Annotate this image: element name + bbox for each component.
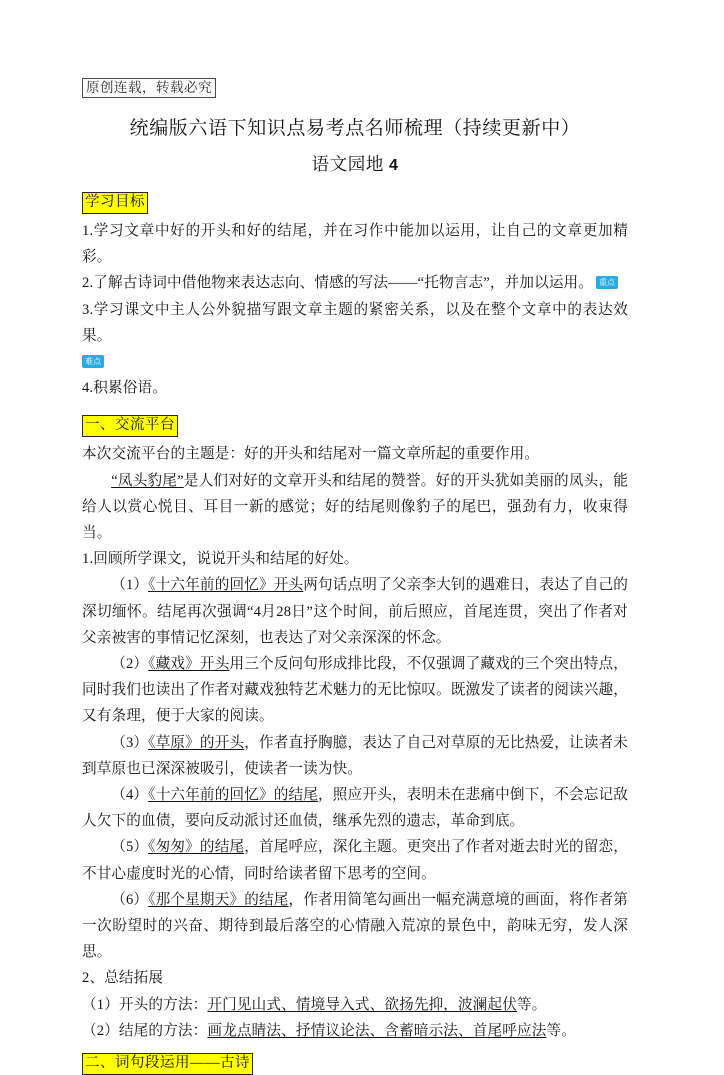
item-underline: 《十六年前的回忆》的结尾 [148, 787, 319, 804]
key-point-badge: 重点 [596, 276, 618, 289]
objective-item-3 [82, 297, 628, 349]
document-title: 统编版六语下知识点易考点名师梳理（持续更新中） [129, 118, 581, 139]
summary-item [82, 992, 628, 1018]
item-underline: 《十六年前的回忆》开头 [148, 577, 304, 594]
list-item [82, 887, 628, 966]
section-one-heading-row [82, 415, 628, 437]
item-underline: 《匆匆》的结尾 [148, 839, 245, 856]
summary-label: （1）开头的方法： [82, 996, 208, 1013]
subtitle-number: 4 [388, 157, 399, 174]
section-one-intro: 本次交流平台的主题是：好的开头和结尾对一篇文章所起的重要作用。 [82, 446, 540, 463]
subtitle-text: 语文园地 [311, 154, 384, 174]
difficult-point-badge: 难点 [82, 355, 104, 368]
objective-item-2 [82, 270, 628, 296]
list-lead: 1.回顾所学课文，说说开头和结尾的好处。 [82, 551, 359, 568]
item-underline: 《藏戏》开头 [148, 656, 230, 673]
objectives-heading: 学习目标 [82, 192, 148, 214]
fenghuang-rest: 是人们对好的文章开头和结尾的赞誉。好的开头犹如美丽的凤头，能给人以赏心悦目、耳目一新的感觉；好的结尾则像豹子的尾巴，强劲有力，收束得当。 [82, 472, 628, 542]
list-item [82, 782, 628, 834]
section-one-heading: 一、交流平台 [82, 415, 178, 437]
item-rest: ，作者用简笔勾画出一幅充满意境的画面，将作者第一次盼望时的兴奋、期待到最后落空的心情融入荒凉的景色中，韵味无穷，发人深思。 [82, 891, 629, 961]
summary-item [82, 1018, 628, 1044]
summary-underline: 开门见山式、情境导入式、欲扬先抑，波澜起伏 [207, 996, 518, 1013]
difficulty-badge-row [82, 349, 628, 375]
objectives-heading-row [82, 192, 628, 214]
objective-item-1 [82, 218, 628, 270]
objective-text: 3.学习课文中主人公外貌描写跟文章主题的紧密关系，以及在整个文章中的表达效果。 [82, 301, 628, 344]
fenghuang-quote: “凤头豹尾” [111, 472, 184, 489]
item-label: （4） [111, 787, 149, 804]
item-rest: ，作者直抒胸臆，表达了自己对草原的无比热爱，让读者未到草原也已深深被吸引，使读者一读为快。 [82, 734, 628, 777]
item-label: （1） [111, 577, 149, 594]
summary-label: （2）结尾的方法： [82, 1022, 208, 1039]
section-two-heading: 二、词句段运用——古诗 [82, 1053, 253, 1075]
item-underline: 《那个星期天》的结尾 [148, 891, 289, 908]
section-two-heading-row [82, 1053, 628, 1075]
list-item [82, 730, 628, 782]
item-label: （6） [111, 891, 149, 908]
item-rest: ，首尾呼应，深化主题。更突出了作者对逝去时光的留恋，不甘心虚度时光的心情，同时给读者留下思考的空间。 [82, 839, 628, 882]
objective-item-4 [82, 375, 628, 401]
objective-text: 4.积累俗语。 [82, 380, 167, 397]
list-item [82, 651, 628, 730]
list-item [82, 572, 628, 651]
item-label: （2） [111, 656, 149, 673]
summary-underline: 画龙点睛法、抒情议论法、含蓄暗示法、首尾呼应法 [207, 1022, 547, 1039]
item-rest: ，照应开头，表明未在悲痛中倒下，不会忘记敌人欠下的血债，要向反动派讨还血债，继承先烈的遗志，革命到底。 [82, 787, 628, 830]
item-rest: 两句话点明了父亲李大钊的遇难日，表达了自己的深切缅怀。结尾再次强调“4月28日”这个时间，前后照应，首尾连贯，突出了作者对父亲被害的事情记忆深刻，也表达了对父亲深深的怀念。 [82, 577, 628, 646]
summary-lead: 2、总结拓展 [82, 970, 164, 987]
copyright-stamp: 原创连载，转载必究 [82, 78, 216, 98]
fenghuang-paragraph [82, 468, 628, 547]
item-label: （5） [111, 839, 149, 856]
item-rest: 用三个反问句形成排比段，不仅强调了藏戏的三个突出特点，同时我们也读出了作者对藏戏独特艺术魅力的无比惊叹。既激发了读者的阅读兴趣，又有条理，便于大家的阅读。 [82, 656, 629, 725]
item-label: （3） [111, 734, 149, 751]
summary-rest: 等。 [546, 1022, 577, 1039]
list-item [82, 834, 628, 886]
objective-text: 1.学习文章中好的开头和好的结尾，并在习作中能加以运用，让自己的文章更加精彩。 [82, 223, 628, 266]
copyright-stamp-row [82, 78, 628, 100]
summary-rest: 等。 [517, 996, 547, 1013]
item-underline: 《草原》的开头 [148, 734, 245, 751]
objective-text: 2.了解古诗词中借他物来表达志向、情感的写法——“托物言志”，并加以运用。 [82, 275, 594, 292]
document-subtitle [82, 152, 628, 178]
